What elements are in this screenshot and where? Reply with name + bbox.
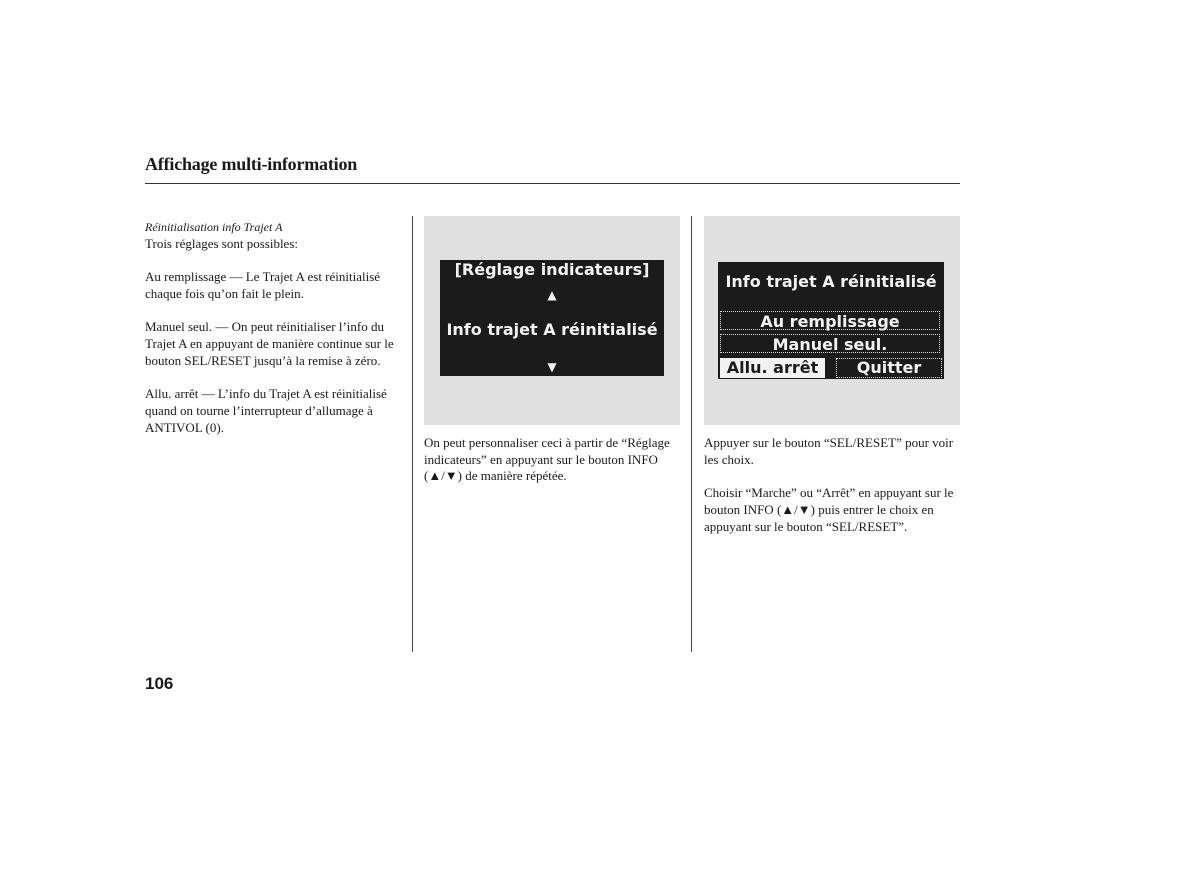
lcd-option-allu-arret-selected: Allu. arrêt bbox=[720, 358, 825, 378]
title-rule bbox=[145, 183, 960, 184]
column-divider bbox=[691, 216, 692, 652]
lcd-screen bbox=[440, 260, 664, 376]
lcd-screen bbox=[718, 262, 944, 379]
lcd-menu-title: [Réglage indicateurs] bbox=[454, 260, 650, 279]
lcd-option-manuel-seul: Manuel seul. bbox=[720, 334, 940, 353]
arrow-up-icon: ▲ bbox=[547, 288, 557, 302]
lcd-setting-title: Info trajet A réinitialisé bbox=[725, 272, 937, 291]
column-left bbox=[145, 220, 407, 453]
display-illustration-panel bbox=[424, 216, 680, 425]
section-heading: Réinitialisation info Trajet A bbox=[145, 220, 283, 234]
paragraph-customize: On peut personnaliser ceci à partir de “Réglage indicateurs” en appuyant sur le bouton INFO (▲/▼) de manière répétée. bbox=[424, 435, 670, 484]
paragraph-intro: Trois réglages sont possibles: bbox=[145, 236, 298, 251]
lcd-option-au-remplissage: Au remplissage bbox=[720, 311, 940, 330]
lcd-option-quitter: Quitter bbox=[836, 358, 942, 378]
paragraph-choose-setting: Choisir “Marche” ou “Arrêt” en appuyant sur le bouton INFO (▲/▼) puis entrer le choix en appuyant sur le bouton “SEL/RESET”. bbox=[704, 485, 954, 534]
paragraph-allu-arret: Allu. arrêt — L’info du Trajet A est réinitialisé quand on tourne l’interrupteur d’allumage à ANTIVOL (0). bbox=[145, 386, 387, 435]
column-right bbox=[704, 435, 960, 552]
column-middle bbox=[424, 435, 680, 502]
page-number: 106 bbox=[145, 674, 174, 693]
lcd-menu-item: Info trajet A réinitialisé bbox=[446, 320, 658, 339]
paragraph-au-remplissage: Au remplissage — Le Trajet A est réinitialisé chaque fois qu’on fait le plein. bbox=[145, 269, 381, 302]
page-title: Affichage multi-information bbox=[145, 154, 358, 174]
paragraph-press-sel-reset: Appuyer sur le bouton “SEL/RESET” pour voir les choix. bbox=[704, 435, 954, 467]
column-divider bbox=[412, 216, 413, 652]
paragraph-manuel-seul: Manuel seul. — On peut réinitialiser l’info du Trajet A en appuyant de manière continue sur le bouton SEL/RESET jusqu’à la remise à zéro. bbox=[145, 319, 394, 368]
display-illustration-panel bbox=[704, 216, 960, 425]
arrow-down-icon: ▼ bbox=[547, 360, 557, 374]
